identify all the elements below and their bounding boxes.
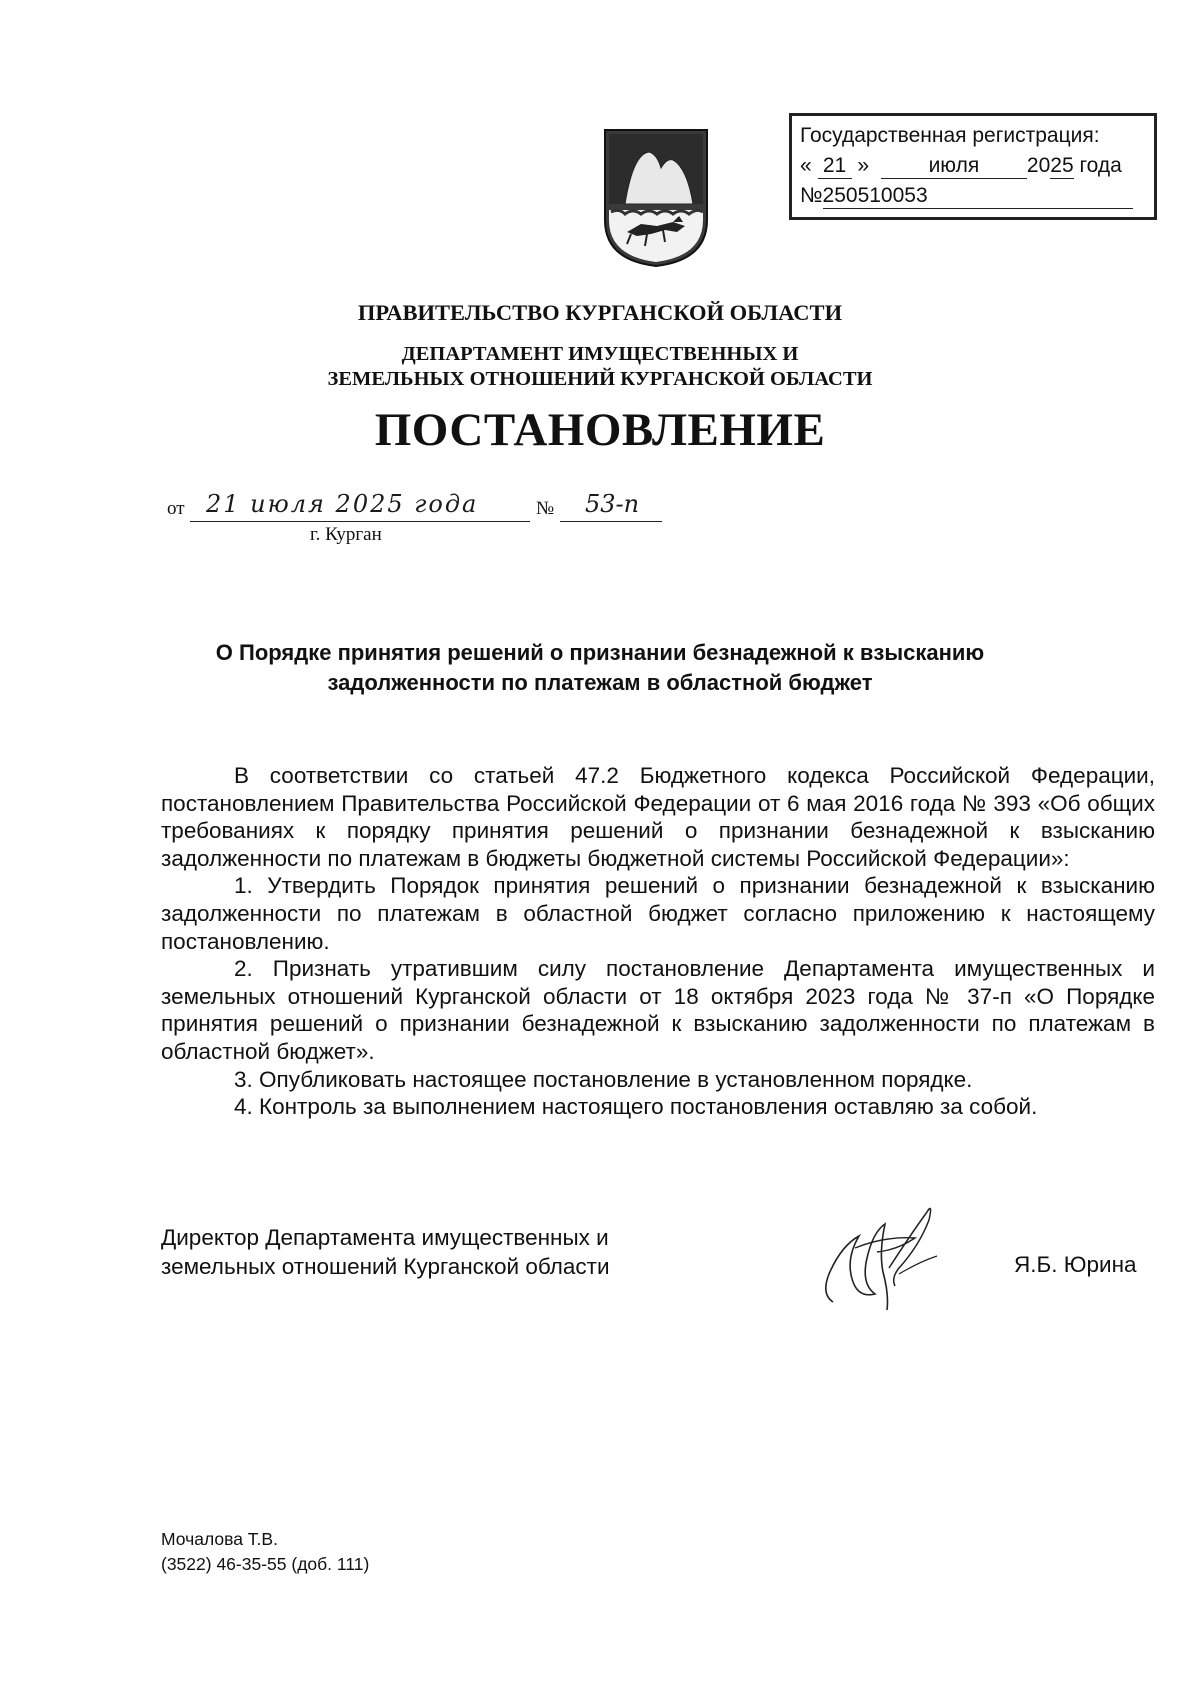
number-underline bbox=[560, 521, 662, 522]
handwritten-number: 53-п bbox=[585, 490, 640, 518]
registration-year-suffix: 25 bbox=[1050, 154, 1074, 177]
handwritten-date: 21 июля 2025 года bbox=[206, 490, 479, 518]
preamble-paragraph: В соответствии со статьей 47.2 Бюджетного кодекса Российской Федерации, постановлением Правительства Российской Федерации от 6 мая 2016 года № 393 «Об общих требованиях к порядку принятия решений о признании безнадежной к взысканию задолженности по платежам в бюджеты бюджетной системы Российской Федерации»: bbox=[161, 763, 1155, 871]
government-title: ПРАВИТЕЛЬСТВО КУРГАНСКОЙ ОБЛАСТИ bbox=[357, 300, 843, 325]
registration-number-row bbox=[800, 184, 1150, 212]
department-title-line1: ДЕПАРТАМЕНТ ИМУЩЕСТВЕННЫХ И bbox=[401, 343, 799, 365]
date-underline bbox=[190, 521, 530, 522]
registration-year-word: года bbox=[1079, 154, 1122, 177]
body-text bbox=[161, 762, 1155, 1121]
subject-line1: О Порядке принятия решений о признании безнадежной к взысканию bbox=[215, 640, 985, 665]
coat-of-arms-icon bbox=[603, 128, 709, 268]
registration-number-sign: № bbox=[800, 184, 823, 207]
item-3-paragraph: 3. Опубликовать настоящее постановление в установленном порядке. bbox=[234, 1066, 973, 1092]
signer-position-line1: Директор Департамента имущественных и bbox=[161, 1225, 609, 1250]
registration-number: 250510053 bbox=[823, 184, 1133, 209]
executor-phone: (3522) 46-35-55 (доб. 111) bbox=[161, 1554, 370, 1574]
department-title-line2: ЗЕМЕЛЬНЫХ ОТНОШЕНИЙ КУРГАНСКОЙ ОБЛАСТИ bbox=[327, 368, 873, 390]
quote-close: » bbox=[857, 154, 870, 177]
registration-month: июля bbox=[881, 154, 1027, 179]
signer-position bbox=[161, 1223, 610, 1281]
quote-open: « bbox=[800, 154, 812, 177]
subject-line2: задолженности по платежам в областной бюджет bbox=[327, 670, 873, 695]
registration-year-prefix: 20 bbox=[1026, 154, 1051, 177]
registration-label: Государственная регистрация: bbox=[800, 124, 1100, 147]
handwritten-signature bbox=[815, 1198, 945, 1316]
document-type-title: ПОСТАНОВЛЕНИЕ bbox=[374, 404, 826, 456]
signer-position-line2: земельных отношений Курганской области bbox=[161, 1254, 610, 1279]
registration-day: 21 bbox=[818, 154, 852, 179]
item-4-paragraph: 4. Контроль за выполнением настоящего постановления оставляю за собой. bbox=[234, 1094, 1038, 1120]
number-label: № bbox=[536, 498, 555, 519]
city: г. Курган bbox=[310, 524, 382, 545]
executor-info bbox=[161, 1527, 369, 1577]
date-prefix: от bbox=[167, 498, 185, 519]
signer-name: Я.Б. Юрина bbox=[1014, 1252, 1137, 1277]
registration-stamp bbox=[789, 113, 1157, 220]
item-2-paragraph: 2. Признать утратившим силу постановление Департамента имущественных и земельных отношений Курганской области от 18 октября 2023 года № 37-п «О Порядке принятия решений о признании безнадежной к взысканию задолженности по платежам в областной бюджет». bbox=[161, 956, 1155, 1064]
registration-date bbox=[800, 154, 1150, 182]
executor-name: Мочалова Т.В. bbox=[161, 1529, 278, 1549]
item-1-paragraph: 1. Утвердить Порядок принятия решений о признании безнадежной к взысканию задолженности по платежам в областной бюджет согласно приложению к настоящему постановлению. bbox=[161, 873, 1155, 954]
